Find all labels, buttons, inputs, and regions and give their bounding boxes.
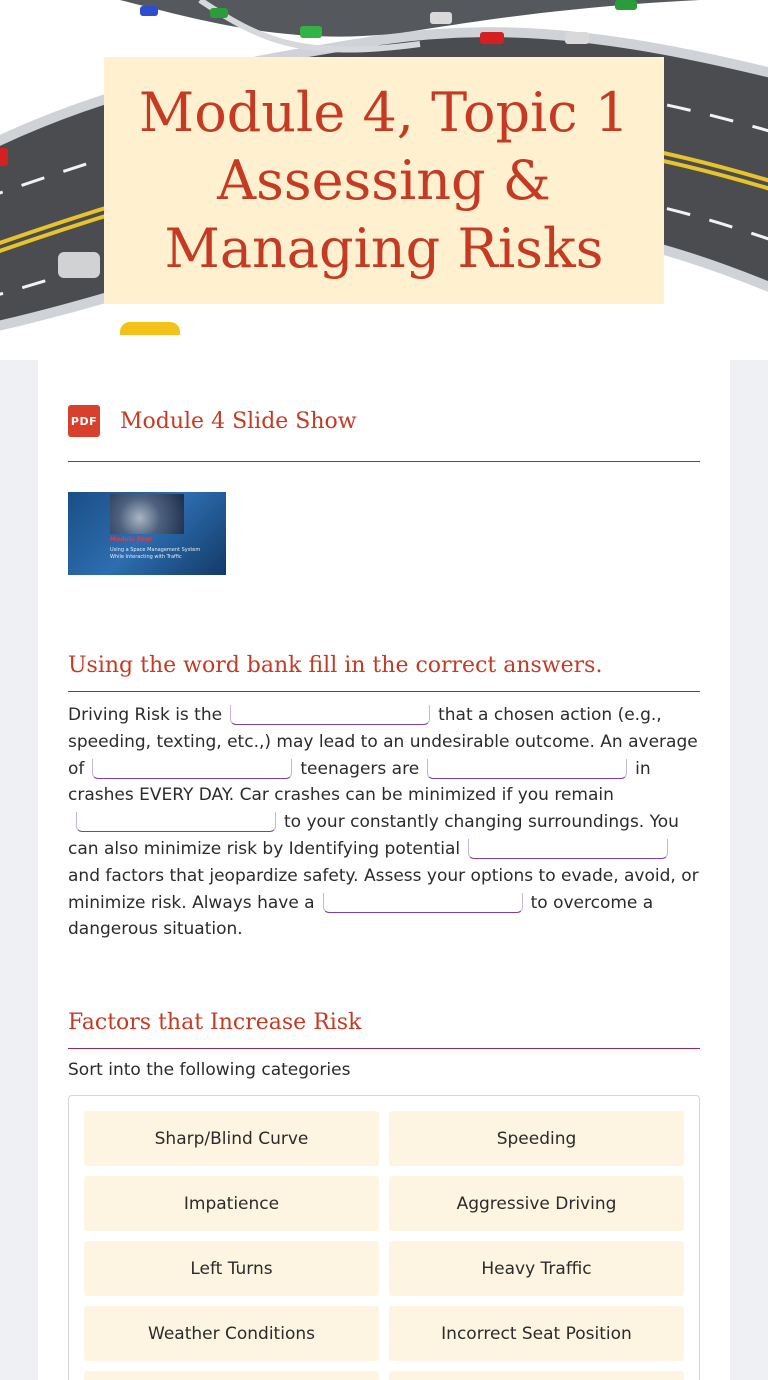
sort-title: Factors that Increase Risk [68,1010,362,1035]
title-line-3: Managing Risks [164,216,604,280]
worksheet-card [38,335,730,1380]
sort-item[interactable]: Speeding [389,1111,684,1166]
text-segment: teenagers are [300,758,420,779]
blank-input-6[interactable] [323,893,523,913]
pdf-attachment[interactable] [68,403,700,439]
divider [68,461,700,462]
divider [68,1048,700,1049]
blank-input-4[interactable] [76,812,276,832]
fill-in-paragraph [68,702,702,943]
sort-item[interactable]: Incorrect Seat Position [389,1306,684,1361]
sort-item-partial[interactable] [389,1371,684,1380]
blank-input-1[interactable] [230,705,430,725]
thumbnail-image [110,494,184,534]
text-segment: that a chosen action (e.g., speeding, texting, etc.,) may lead to an undesirable outcome. An average of [68,705,698,779]
slide-thumbnail[interactable] [68,492,226,575]
pdf-icon: PDF [68,405,100,437]
sort-container [68,1095,700,1380]
sort-instruction: Sort into the following categories [68,1060,351,1080]
page-title [119,79,649,283]
title-line-1: Module 4, Topic 1 [138,80,630,144]
sort-item-partial[interactable] [84,1371,379,1380]
sort-item[interactable]: Left Turns [84,1241,379,1296]
title-line-2: Assessing & [217,148,551,212]
fill-in-title: Using the word bank fill in the correct answers. [68,653,603,678]
sort-items-grid [84,1111,684,1380]
text-segment: Driving Risk is the [68,705,223,725]
thumbnail-title: Module Four [110,536,153,543]
text-segment: in crashes EVERY DAY. Car crashes can be minimized if you remain [68,758,651,806]
thumbnail-subtitle: Using a Space Management System While Interacting with Traffic [110,547,201,560]
pdf-link[interactable]: Module 4 Slide Show [120,408,357,434]
blank-input-3[interactable] [427,759,627,779]
sort-item[interactable]: Sharp/Blind Curve [84,1111,379,1166]
blank-input-2[interactable] [92,759,292,779]
header-banner [0,0,768,360]
sort-item[interactable]: Impatience [84,1176,379,1231]
sort-item[interactable]: Aggressive Driving [389,1176,684,1231]
divider [68,691,700,692]
sort-item[interactable]: Heavy Traffic [389,1241,684,1296]
sort-item[interactable]: Weather Conditions [84,1306,379,1361]
text-segment: to your constantly changing surroundings. You can also minimize risk by Identifying potential [68,812,679,859]
text-segment: and factors that jeopardize safety. Assess your options to evade, avoid, or minimize risk. Always have a [68,865,699,913]
blank-input-5[interactable] [468,839,668,859]
title-box [104,57,664,304]
text-segment: to overcome a dangerous situation. [68,892,654,940]
